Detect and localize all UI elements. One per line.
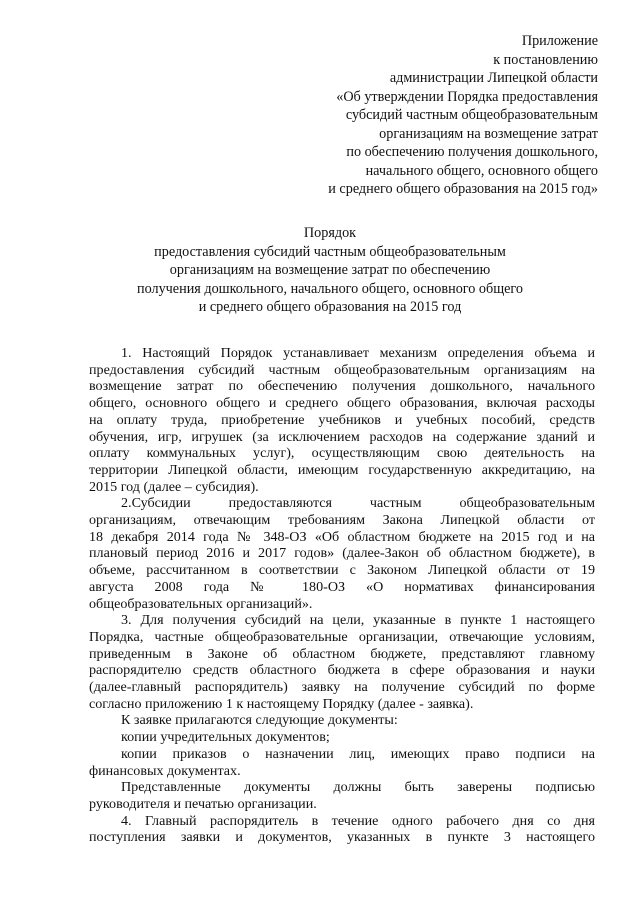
body-line: 4. Главный распорядитель в течение одного рабочего дня со дня	[121, 812, 595, 829]
appendix-line: по обеспечению получения дошкольного,	[346, 144, 598, 160]
appendix-line: и среднего общего образования на 2015 год»	[328, 181, 598, 197]
title-line: и среднего общего образования на 2015 год	[198, 299, 462, 316]
body-line: К заявке прилагаются следующие документы:	[121, 712, 398, 729]
paragraph-3	[89, 612, 595, 712]
body-line: обучения, игр, игрушек (за исключением расходов на содержание зданий и	[89, 428, 595, 445]
paragraph-4	[89, 813, 595, 846]
body-line: 18 декабря 2014 года № 348-ОЗ «Об областном бюджете на 2015 год и на	[89, 528, 595, 545]
appendix-line: субсидий частным общеобразовательным	[345, 107, 598, 123]
body-line: руководителя и печатью организации.	[89, 795, 317, 812]
body-line: 2.Субсидии предоставляются частным общеобразовательным	[121, 495, 595, 512]
body-line: финансовых документах.	[89, 762, 241, 779]
title-line: получения дошкольного, начального общего, основного общего	[137, 280, 523, 297]
body-line: копии учредительных документов;	[121, 729, 330, 746]
document-title	[60, 224, 600, 317]
appendix-line: к постановлению	[493, 51, 598, 68]
body-line: организациям, отвечающим требованиям Закона Липецкой области от	[89, 512, 595, 529]
appendix-line: администрации Липецкой области	[389, 70, 598, 86]
body-line: территории Липецкой области, имеющим государственную аккредитацию, на	[89, 461, 595, 478]
body-line: плановый период 2016 и 2017 годов» (далее-Закон об областном бюджете), в	[89, 545, 595, 562]
body-line: Представленные документы должны быть заверены подписью	[121, 779, 595, 796]
body-line: общеобразовательных организаций».	[89, 595, 313, 612]
body-line: приведенным в Законе об областном бюджете, представляют главному	[89, 645, 595, 662]
title-line: предоставления субсидий частным общеобразовательным	[154, 243, 506, 260]
appendix-header	[258, 32, 598, 199]
appendix-line: «Об утверждении Порядка предоставления	[336, 88, 598, 105]
body-line: предоставления субсидий частным общеобразовательным организациям на	[89, 361, 595, 378]
appendix-line: начального общего, основного общего	[365, 162, 598, 179]
paragraph-attachment-1	[89, 729, 595, 746]
body-line: согласно приложению 1 к настоящему Порядку (далее - заявка).	[89, 695, 474, 712]
title-line: организациям на возмещение затрат по обеспечению	[169, 262, 491, 279]
body-line: (далее-главный распорядитель) заявку на получение субсидий по форме	[89, 679, 595, 696]
appendix-line: Приложение	[521, 33, 598, 49]
body-line: возмещение затрат по обеспечению получения дошкольного, начального	[89, 378, 595, 395]
body-line: 2015 год (далее – субсидия).	[89, 478, 259, 495]
body-line: общего, основного общего и среднего общего образования, включая расходы	[89, 395, 595, 412]
appendix-line: организациям на возмещение затрат	[379, 125, 598, 142]
body-line: 1. Настоящий Порядок устанавливает механизм определения объема и	[121, 345, 595, 361]
title-line: Порядок	[303, 225, 357, 241]
body-line: августа 2008 года № 180-ОЗ «О нормативах финансирования	[89, 578, 595, 595]
body-line: распорядителю средств областного бюджета в сфере образования и науки	[89, 662, 595, 679]
body-line: оплату коммунальных услуг), осуществляющим свою деятельность на	[89, 445, 595, 462]
body-line: объеме, рассчитанном в соответствии с Законом Липецкой области от 19	[89, 562, 595, 579]
document-body	[89, 345, 595, 846]
paragraph-2	[89, 495, 595, 612]
body-line: поступления заявки и документов, указанных в пункте 3 настоящего	[89, 829, 595, 846]
paragraph-certification	[89, 779, 595, 812]
body-line: 3. Для получения субсидий на цели, указанные в пункте 1 настоящего	[121, 612, 595, 629]
body-line: на оплату труда, приобретение учебников и учебных пособий, средств	[89, 411, 595, 428]
paragraph-1	[89, 345, 595, 495]
paragraph-attachments-intro	[89, 712, 595, 729]
body-line: Порядка, частные общеобразовательные организации, отвечающие условиям,	[89, 628, 595, 645]
paragraph-attachment-2	[89, 746, 595, 779]
body-line: копии приказов о назначении лиц, имеющих право подписи на	[121, 745, 595, 762]
